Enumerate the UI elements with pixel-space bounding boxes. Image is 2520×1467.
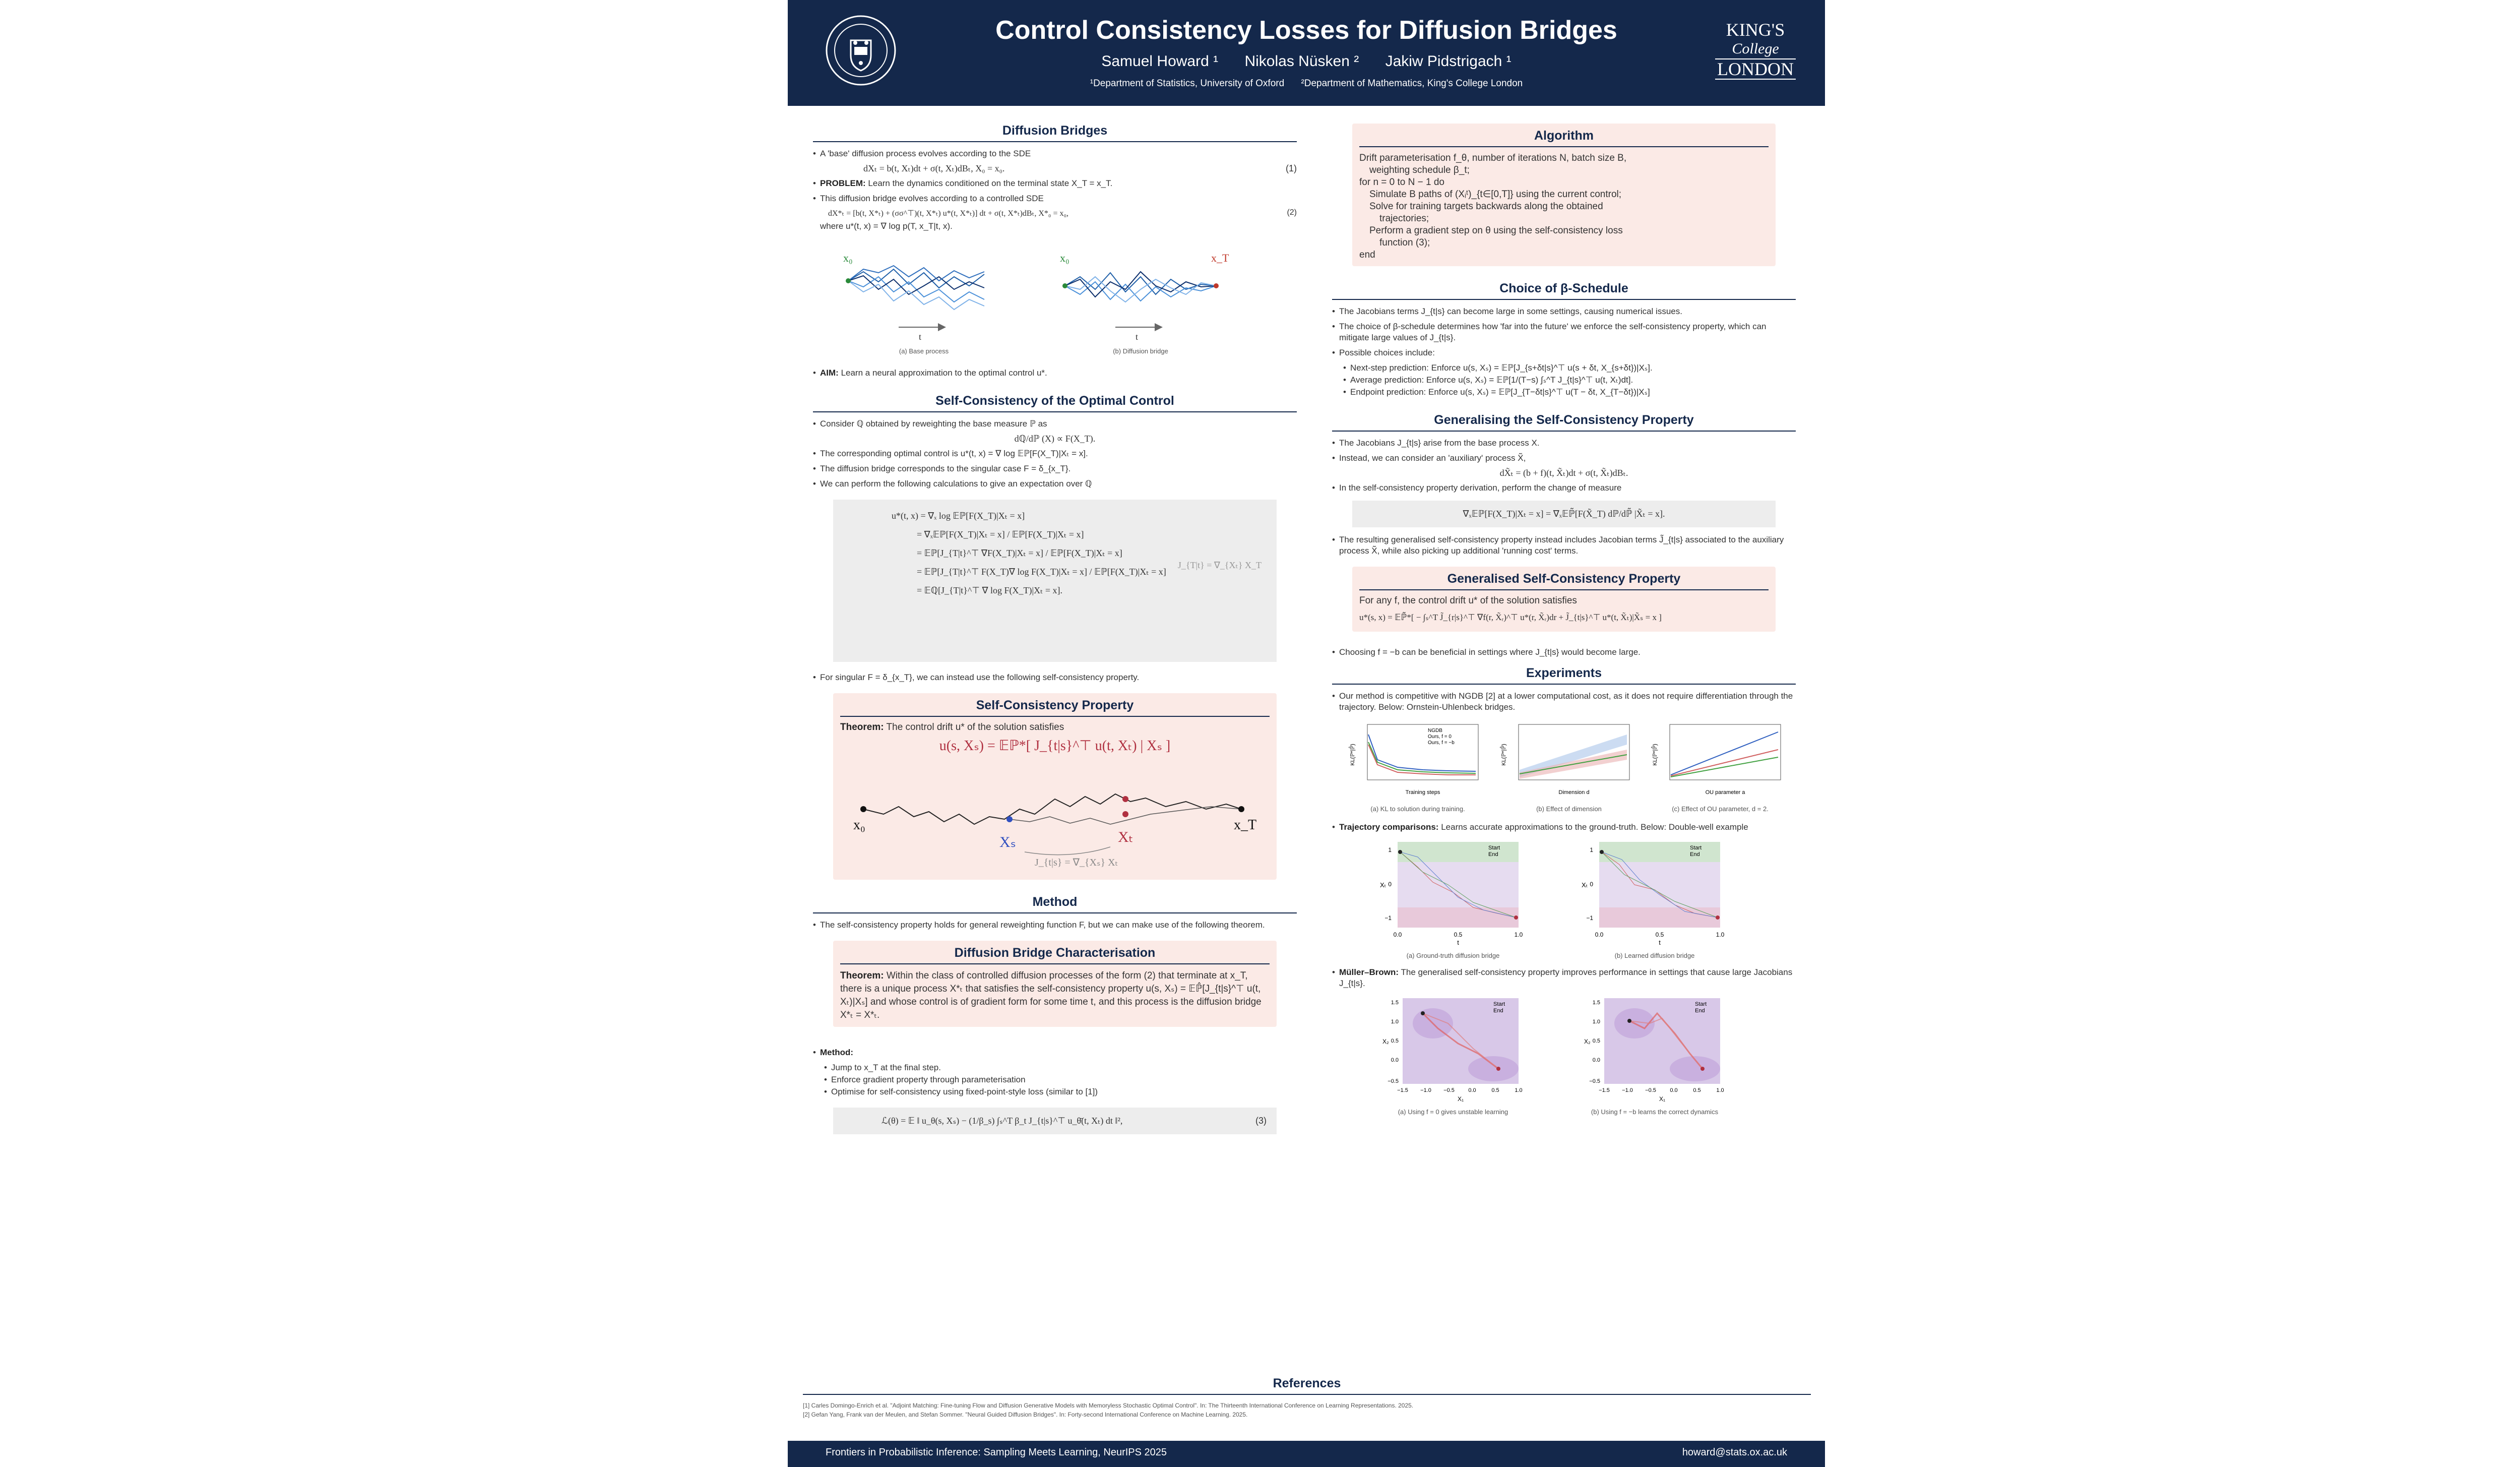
tick-label: 0.0 — [1468, 1087, 1476, 1093]
equation-number: (2) — [1287, 208, 1297, 217]
algorithm-body — [1359, 152, 1769, 261]
muller-brown-plots — [1332, 993, 1796, 1129]
bullet: • Instead, we can consider an 'auxiliary' process X̃, — [1332, 453, 1796, 464]
axis-label: Training steps — [1405, 789, 1440, 796]
box-title: Algorithm — [1359, 129, 1769, 147]
bullet-text: Learns accurate approximations to the ground-truth. Below: Double-well example — [1441, 822, 1748, 832]
bullet: • The resulting generalised self-consistency property instead includes Jacobian terms J̃_{t|s} associated to the auxiliary process X̃, while also picking up additional 'running cost' terms. — [1332, 534, 1796, 557]
tick-label: −0.5 — [1645, 1087, 1656, 1093]
bullet: • In the self-consistency property derivation, perform the change of measure — [1332, 482, 1796, 494]
legend-entry: NGDB — [1428, 728, 1442, 734]
loss-equation: ℒ(θ) = 𝔼 ‖ u_θ(s, Xₛ) − (1/β_s) ∫ₛ^T β_t J_{t|s}^⊤ u_θ̄(t, Xₜ) dt ‖², — [881, 1116, 1123, 1126]
section-generalising — [1332, 413, 1796, 557]
legend-entry: End — [1690, 851, 1700, 858]
bullet — [1332, 822, 1796, 833]
section-title: Self-Consistency of the Optimal Control — [813, 394, 1297, 412]
section-title: Choice of β-Schedule — [1332, 281, 1796, 300]
algo-line: Drift parameterisation f_θ, number of iterations N, batch size B, — [1359, 153, 1627, 163]
poster — [788, 0, 1825, 1458]
tick-label: 1.0 — [1514, 931, 1523, 938]
bullet-label: Method: — [820, 1048, 854, 1057]
tick-label: −0.5 — [1443, 1087, 1455, 1093]
axis-label: KL(ℙ*|ℙ̂) — [1501, 744, 1507, 766]
jacobian-label: J_{t|s} = ∇_{Xₛ} Xₜ — [1035, 857, 1118, 868]
theorem-label: Theorem: — [840, 970, 884, 981]
author: Nikolas Nüsken ² — [1244, 53, 1359, 70]
xt-label: Xₜ — [1118, 829, 1133, 845]
section-self-consistency — [813, 394, 1297, 683]
bullet: • Our method is competitive with NGDB [2] at a lower computational cost, as it does not require differentiation through the trajectory. Below: Ornstein-Uhlenbeck bridges. — [1332, 691, 1796, 713]
sub-bullet: • Jump to x_T at the final step. — [824, 1062, 1297, 1073]
legend-entry: Ours, f = 0 — [1428, 734, 1452, 740]
x0-label: x₀ — [1060, 252, 1069, 264]
algo-line: function (3); — [1379, 237, 1430, 248]
trajectory-plots — [1332, 837, 1796, 963]
equation-text: dX*ₜ = [b(t, X*ₜ) + (σσ^⊤)(t, X*ₜ) u*(t, X*ₜ)] dt + σ(t, X*ₜ)dBₜ, X*₀ = x₀, — [828, 209, 1069, 218]
equation-1 — [813, 163, 1297, 174]
bullet — [813, 368, 1297, 379]
bullet: • The choice of β-schedule determines how 'far into the future' we enforce the self-consistency property, which can mitigate large values of J_{t|s}. — [1332, 321, 1796, 343]
footer-conference: Frontiers in Probabilistic Inference: Sampling Meets Learning, NeurIPS 2025 — [826, 1447, 1167, 1458]
bullet: • We can perform the following calculations to give an expectation over ℚ — [813, 478, 1297, 490]
figure-caption: (b) Effect of dimension — [1536, 805, 1602, 813]
tick-label: 1.0 — [1391, 1019, 1399, 1025]
algo-line: weighting schedule β_t; — [1369, 165, 1470, 175]
equation: dX̃ₜ = (b + f)(t, X̃ₜ)dt + σ(t, X̃ₜ)dBₜ. — [1499, 468, 1628, 478]
kcl-logo-line: LONDON — [1715, 58, 1796, 80]
legend-entry: Start — [1488, 845, 1500, 851]
tick-label: 1.0 — [1515, 1087, 1523, 1093]
jacobian-note: J_{T|t} = ∇_{Xₜ} X_T — [1177, 560, 1262, 570]
affiliation: ¹Department of Statistics, University of Oxford — [1090, 78, 1285, 89]
tick-label: 0.5 — [1693, 1087, 1701, 1093]
poster-title: Control Consistency Losses for Diffusion Bridges — [995, 16, 1617, 45]
section-title: Experiments — [1332, 666, 1796, 685]
algo-line: end — [1359, 250, 1375, 260]
figure-caption: (a) Ground-truth diffusion bridge — [1406, 952, 1500, 959]
tick-label: 0.5 — [1655, 931, 1664, 938]
bullet: • The diffusion bridge corresponds to the singular case F = δ_{x_T}. — [813, 463, 1297, 474]
tick-label: 1 — [1590, 846, 1593, 853]
theorem-label: Theorem: — [840, 722, 884, 732]
section-title: Method — [813, 895, 1297, 913]
axis-label: X₂ — [1382, 1038, 1389, 1045]
scp-box — [833, 693, 1277, 880]
footer-email[interactable]: howard@stats.ox.ac.uk — [1682, 1447, 1787, 1458]
theorem — [840, 722, 1270, 733]
bullet: • The Jacobians J_{t|s} arise from the base process X. — [1332, 438, 1796, 449]
mb-f0-plot — [1372, 993, 1534, 1114]
kcl-logo — [1715, 20, 1796, 80]
axis-label: Xₜ — [1582, 881, 1588, 889]
characterisation-box — [833, 941, 1277, 1027]
kcl-logo-line: KING'S — [1726, 20, 1785, 40]
bullet-text: Learn a neural approximation to the optimal control u*. — [841, 368, 1047, 378]
algo-line: Perform a gradient step on θ using the self-consistency loss — [1369, 225, 1623, 236]
calc-line: u*(t, x) = ∇ₓ log 𝔼ℙ[F(X_T)|Xₜ = x] — [892, 511, 1025, 521]
gscp-formula: u*(s, x) = 𝔼ℙ̃*[ − ∫ₛ^T J̃_{r|s}^⊤ ∇f(r, X̃ᵣ)^⊤ u*(r, X̃ᵣ)dr + J̃_{t|s}^⊤ u*(t, X̃ₜ)|X̃ₛ = x ] — [1359, 613, 1662, 622]
tick-label: 0.5 — [1391, 1038, 1399, 1044]
bullet: • Consider ℚ obtained by reweighting the base measure ℙ as — [813, 418, 1297, 430]
xs-label: Xₛ — [999, 834, 1016, 850]
box-title: Self-Consistency Property — [840, 698, 1270, 717]
algorithm-box — [1352, 124, 1776, 266]
tick-label: −1.5 — [1599, 1087, 1610, 1093]
author-list — [788, 53, 1825, 70]
equation-text: dXₜ = b(t, Xₜ)dt + σ(t, Xₜ)dBₜ, X₀ = x₀. — [863, 163, 1005, 173]
calc-line: = 𝔼ℙ[J_{T|t}^⊤ ∇F(X_T)|Xₜ = x] / 𝔼ℙ[F(X_T)|Xₜ = x] — [917, 548, 1122, 558]
legend-entry: End — [1493, 1008, 1503, 1014]
legend-entry: End — [1488, 851, 1498, 858]
sub-bullet: • Endpoint prediction: Enforce u(s, Xₛ) = 𝔼ℙ[J_{T−δt|s}^⊤ u(T − δt, X_{T−δt})|Xₛ] — [1343, 387, 1796, 398]
algo-line: trajectories; — [1379, 213, 1429, 224]
figure-caption: (a) KL to solution during training. — [1370, 805, 1465, 813]
box-title: Diffusion Bridge Characterisation — [840, 946, 1270, 964]
theorem — [840, 969, 1270, 1022]
author: Samuel Howard ¹ — [1101, 53, 1219, 70]
left-column — [813, 124, 1297, 1134]
tick-label: −0.5 — [1589, 1078, 1600, 1084]
section-title: Diffusion Bridges — [813, 124, 1297, 142]
ou-plots — [1332, 717, 1796, 818]
bullet — [813, 1047, 1297, 1058]
bullet: • A 'base' diffusion process evolves according to the SDE — [813, 148, 1297, 159]
box-title: Generalised Self-Consistency Property — [1359, 572, 1769, 590]
gscp-text: For any f, the control drift u* of the solution satisfies — [1359, 595, 1577, 606]
kl-training-plot — [1347, 719, 1488, 800]
section-title: References — [803, 1376, 1811, 1395]
tick-label: 0.0 — [1670, 1087, 1678, 1093]
footer — [788, 1441, 1825, 1467]
tick-label: 1.0 — [1592, 1019, 1600, 1025]
references-section — [803, 1376, 1811, 1419]
axis-label: OU parameter a — [1705, 789, 1745, 796]
equation: dℚ/dℙ (X) ∝ F(X_T). — [1014, 434, 1096, 444]
reference-item: [2] Gefan Yang, Frank van der Meulen, and Stefan Sommer. "Neural Guided Diffusion Bridges". In: Forty-second International Conference on Machine Learning. 2025. — [803, 1411, 1248, 1418]
bullet-label: Müller–Brown: — [1339, 967, 1399, 977]
base-process-figure — [818, 241, 1030, 347]
tick-label: 1.5 — [1391, 1000, 1399, 1006]
calc-line: = ∇ₓ𝔼ℙ[F(X_T)|Xₜ = x] / 𝔼ℙ[F(X_T)|Xₜ = x] — [917, 529, 1084, 539]
figure-caption: (b) Learned diffusion bridge — [1614, 952, 1695, 959]
section-title: Generalising the Self-Consistency Property — [1332, 413, 1796, 432]
legend-entry: Start — [1690, 845, 1702, 851]
tick-label: 1.0 — [1716, 931, 1725, 938]
tick-label: 0.0 — [1393, 931, 1402, 938]
calc-line: = 𝔼ℚ[J_{T|t}^⊤ ∇ log F(X_T)|Xₜ = x]. — [917, 585, 1063, 595]
tick-label: −0.5 — [1388, 1078, 1399, 1084]
axis-label: Xₜ — [1380, 881, 1387, 889]
tick-label: 0.0 — [1391, 1057, 1399, 1063]
scp-diagram — [843, 759, 1256, 870]
figure-caption: (b) Using f = −b learns the correct dynamics — [1591, 1108, 1719, 1116]
mb-fminusb-plot — [1574, 993, 1735, 1114]
bullet-text: Learn the dynamics conditioned on the terminal state X_T = x_T. — [868, 178, 1113, 188]
header — [788, 0, 1825, 106]
time-label: t — [919, 332, 922, 342]
axis-label: t — [1457, 939, 1459, 946]
section-method — [813, 895, 1297, 1134]
tick-label: 0.5 — [1491, 1087, 1499, 1093]
figure-caption: (b) Diffusion bridge — [1113, 347, 1168, 355]
x0-label: x₀ — [843, 252, 853, 264]
axis-label: Dimension d — [1558, 789, 1590, 796]
algo-line: for n = 0 to N − 1 do — [1359, 177, 1444, 188]
bullet: • For singular F = δ_{x_T}, we can instead use the following self-consistency property. — [813, 672, 1297, 683]
dimension-plot — [1498, 719, 1640, 800]
affiliation: ²Department of Mathematics, King's College London — [1301, 78, 1523, 89]
bullet: • Choosing f = −b can be beneficial in settings where J_{t|s} would become large. — [1332, 647, 1796, 658]
reference-item: [1] Carles Domingo-Enrich et al. "Adjoint Matching: Fine-tuning Flow and Diffusion Generative Models with Memoryless Stochastic Optimal Control". In: The Thirteenth International Conference on Learning Representations. 2025. — [803, 1402, 1414, 1409]
affiliations — [788, 78, 1825, 89]
equation-2 — [813, 208, 1297, 218]
sub-bullet: • Optimise for self-consistency using fixed-point-style loss (similar to [1]) — [824, 1086, 1297, 1097]
equation-number: (3) — [1255, 1116, 1267, 1126]
tick-label: 0.0 — [1592, 1057, 1600, 1063]
bullet-label: AIM: — [820, 368, 839, 378]
tick-label: 1 — [1388, 846, 1392, 853]
figure-caption: (a) Using f = 0 gives unstable learning — [1398, 1108, 1508, 1116]
tick-label: −1 — [1384, 914, 1392, 922]
figure-caption: (c) Effect of OU parameter, d = 2. — [1672, 805, 1769, 813]
theorem-text: The control drift u* of the solution satisfies — [886, 722, 1064, 732]
legend-entry: Ours, f = −b — [1428, 740, 1455, 746]
axis-label: KL(ℙ*|ℙ̂) — [1652, 744, 1658, 766]
axis-label: X₁ — [1457, 1095, 1464, 1103]
bullet: • The corresponding optimal control is u*(t, x) = ∇ log 𝔼ℙ[F(X_T)|Xₜ = x]. — [813, 448, 1297, 459]
calculation-box — [833, 500, 1277, 662]
tick-label: 1.0 — [1716, 1087, 1724, 1093]
sub-bullet: • Average prediction: Enforce u(s, Xₛ) = 𝔼ℙ[1/(T−s) ∫ₛ^T J_{t|s}^⊤ u(t, Xₜ)dt]. — [1343, 375, 1796, 386]
tick-label: −1.5 — [1397, 1087, 1408, 1093]
sub-bullet: • Next-step prediction: Enforce u(s, Xₛ) = 𝔼ℙ[J_{s+δt|s}^⊤ u(s + δt, X_{s+δt})|Xₛ]. — [1343, 362, 1796, 374]
ground-truth-bridge-plot — [1372, 837, 1534, 948]
figure-caption: (a) Base process — [899, 347, 949, 355]
bullet-text: The generalised self-consistency property improves performance in settings that cause large Jacobians J_{t|s}. — [1339, 967, 1793, 988]
section-beta — [1332, 281, 1796, 398]
learned-bridge-plot — [1574, 837, 1735, 948]
section-experiments — [1332, 666, 1796, 1129]
legend-entry: Start — [1695, 1001, 1707, 1007]
algo-line: Simulate B paths of (Xᵢᵗ)_{t∈[0,T]} using the current control; — [1369, 189, 1622, 200]
algo-line: Solve for training targets backwards along the obtained — [1369, 201, 1603, 212]
bullet: • The Jacobians terms J_{t|s} can become large in some settings, causing numerical issues. — [1332, 306, 1796, 317]
xT-label: x_T — [1211, 252, 1229, 264]
bullet-label: Trajectory comparisons: — [1339, 822, 1439, 832]
gscp-box — [1352, 567, 1776, 632]
author: Jakiw Pidstrigach ¹ — [1385, 53, 1511, 70]
bullet — [813, 178, 1297, 189]
tick-label: 0.0 — [1595, 931, 1604, 938]
tick-label: 0.5 — [1592, 1038, 1600, 1044]
where-clause: where u*(t, x) = ∇ log p(T, x_T|t, x). — [820, 221, 953, 231]
bullet: • This diffusion bridge evolves according to a controlled SDE — [813, 193, 1297, 204]
bullet: • Possible choices include: — [1332, 347, 1796, 358]
axis-label: t — [1659, 939, 1661, 946]
legend-entry: End — [1695, 1008, 1705, 1014]
theorem-text: Within the class of controlled diffusion processes of the form (2) that terminate at x_T, there is a unique process X*ₜ that satisfies the self-consistency property u(s, Xₛ) = 𝔼ℙ̂[J_{t|s}^⊤ u(t, Xₜ)|Xₛ] and whose control is of gradient form for some time t, and this process is the diffusion bridge X*ₜ = X*ₜ. — [840, 970, 1262, 1020]
change-of-measure-box: ∇ₓ𝔼ℙ[F(X_T)|Xₜ = x] = ∇ₓ𝔼ℙ̃[F(X̃_T) dℙ/dℙ̃ |X̃ₜ = x]. — [1352, 501, 1776, 527]
bullet — [1332, 967, 1796, 989]
ou-parameter-plot — [1650, 719, 1791, 800]
bullet: • The self-consistency property holds for general reweighting function F, but we can make use of the following theorem. — [813, 920, 1297, 931]
sub-bullet: • Enforce gradient property through parameterisation — [824, 1074, 1297, 1085]
tick-label: 1.5 — [1592, 1000, 1600, 1006]
legend-entry: Start — [1493, 1001, 1505, 1007]
axis-label: KL(ℙ*|ℙ̂) — [1350, 744, 1356, 766]
section-diffusion-bridges — [813, 124, 1297, 379]
axis-label: X₁ — [1659, 1095, 1666, 1103]
bridge-figures — [813, 231, 1297, 357]
tick-label: −1.0 — [1622, 1087, 1633, 1093]
tick-label: 0 — [1590, 881, 1593, 888]
kcl-logo-line: College — [1732, 40, 1779, 57]
equation-number: (1) — [1286, 163, 1297, 173]
loss-box — [833, 1108, 1277, 1134]
tick-label: −1.0 — [1420, 1087, 1431, 1093]
tick-label: −1 — [1586, 914, 1593, 922]
diffusion-bridge-figure — [1035, 241, 1246, 347]
scp-formula: u(s, Xₛ) = 𝔼ℙ*[ J_{t|s}^⊤ u(t, Xₜ) | Xₛ ] — [939, 738, 1171, 754]
x0-label: x₀ — [853, 817, 865, 833]
tick-label: 0.5 — [1454, 931, 1463, 938]
calc-line: = 𝔼ℙ[J_{T|t}^⊤ F(X_T)∇ log F(X_T)|Xₜ = x] / 𝔼ℙ[F(X_T)|Xₜ = x] — [917, 567, 1166, 577]
tick-label: 0 — [1388, 881, 1392, 888]
axis-label: X₂ — [1584, 1038, 1591, 1045]
right-column — [1332, 124, 1796, 1129]
xT-label: x_T — [1234, 817, 1256, 833]
bullet-label: PROBLEM: — [820, 178, 866, 188]
time-label: t — [1136, 332, 1139, 342]
